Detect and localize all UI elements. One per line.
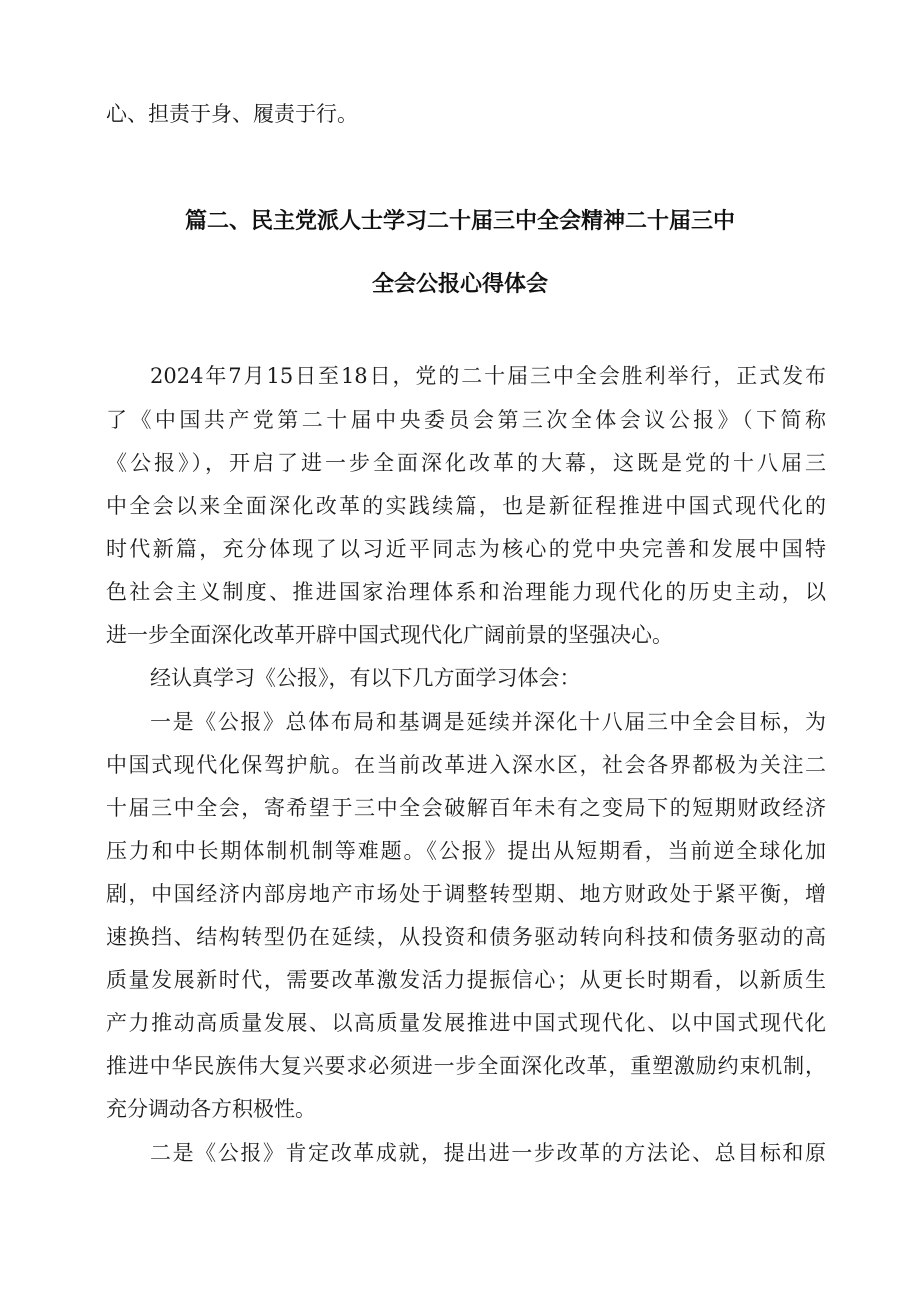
paragraph-1-line: 色社会主义制度、推进国家治理体系和治理能力现代化的历史主动，以	[106, 580, 826, 604]
paragraph-3-line: 中国式现代化保驾护航。在当前改革进入深水区，社会各界都极为关注二	[106, 753, 826, 777]
paragraph-1-line: 中全会以来全面深化改革的实践续篇，也是新征程推进中国式现代化的	[106, 494, 826, 518]
carry-over-line: 心、担责于身、履责于行。	[106, 102, 358, 126]
paragraph-3-line: 推进中华民族伟大复兴要求必须进一步全面深化改革，重塑激励约束机制，	[106, 1054, 826, 1078]
section-heading-line-2: 全会公报心得体会	[371, 272, 548, 297]
paragraph-1-line: 2024年7月15日至18日，党的二十届三中全会胜利举行，正式发布	[150, 364, 826, 388]
paragraph-3-line: 一是《公报》总体布局和基调是延续并深化十八届三中全会目标，为	[150, 710, 826, 734]
paragraph-1-line: 进一步全面深化改革开辟中国式现代化广阔前景的坚强决心。	[106, 623, 673, 647]
paragraph-3-line: 充分调动各方积极性。	[106, 1097, 316, 1121]
paragraph-2-line: 经认真学习《公报》，有以下几方面学习体会：	[150, 666, 581, 690]
paragraph-3-line: 速换挡、结构转型仍在延续，从投资和债务驱动转向科技和债务驱动的高	[106, 925, 826, 949]
section-heading-line-1: 篇二、民主党派人士学习二十届三中全会精神二十届三中	[184, 209, 735, 234]
paragraph-3-line: 压力和中长期体制机制等难题。《公报》提出从短期看，当前逆全球化加	[106, 839, 826, 863]
paragraph-3-line: 质量发展新时代，需要改革激发活力提振信心；从更长时期看，以新质生	[106, 968, 826, 992]
paragraph-3-line: 产力推动高质量发展、以高质量发展推进中国式现代化、以中国式现代化	[106, 1011, 826, 1035]
paragraph-3-line: 剧，中国经济内部房地产市场处于调整转型期、地方财政处于紧平衡，增	[106, 882, 826, 906]
paragraph-3-line: 十届三中全会，寄希望于三中全会破解百年未有之变局下的短期财政经济	[106, 796, 826, 820]
paragraph-1-line: 《公报》），开启了进一步全面深化改革的大幕，这既是党的十八届三	[106, 451, 826, 475]
paragraph-1-line: 了《中国共产党第二十届中央委员会第三次全体会议公报》（下简称	[106, 408, 826, 432]
paragraph-1-line: 时代新篇，充分体现了以习近平同志为核心的党中央完善和发展中国特	[106, 537, 826, 561]
paragraph-4-line: 二是《公报》肯定改革成就，提出进一步改革的方法论、总目标和原	[150, 1141, 826, 1165]
